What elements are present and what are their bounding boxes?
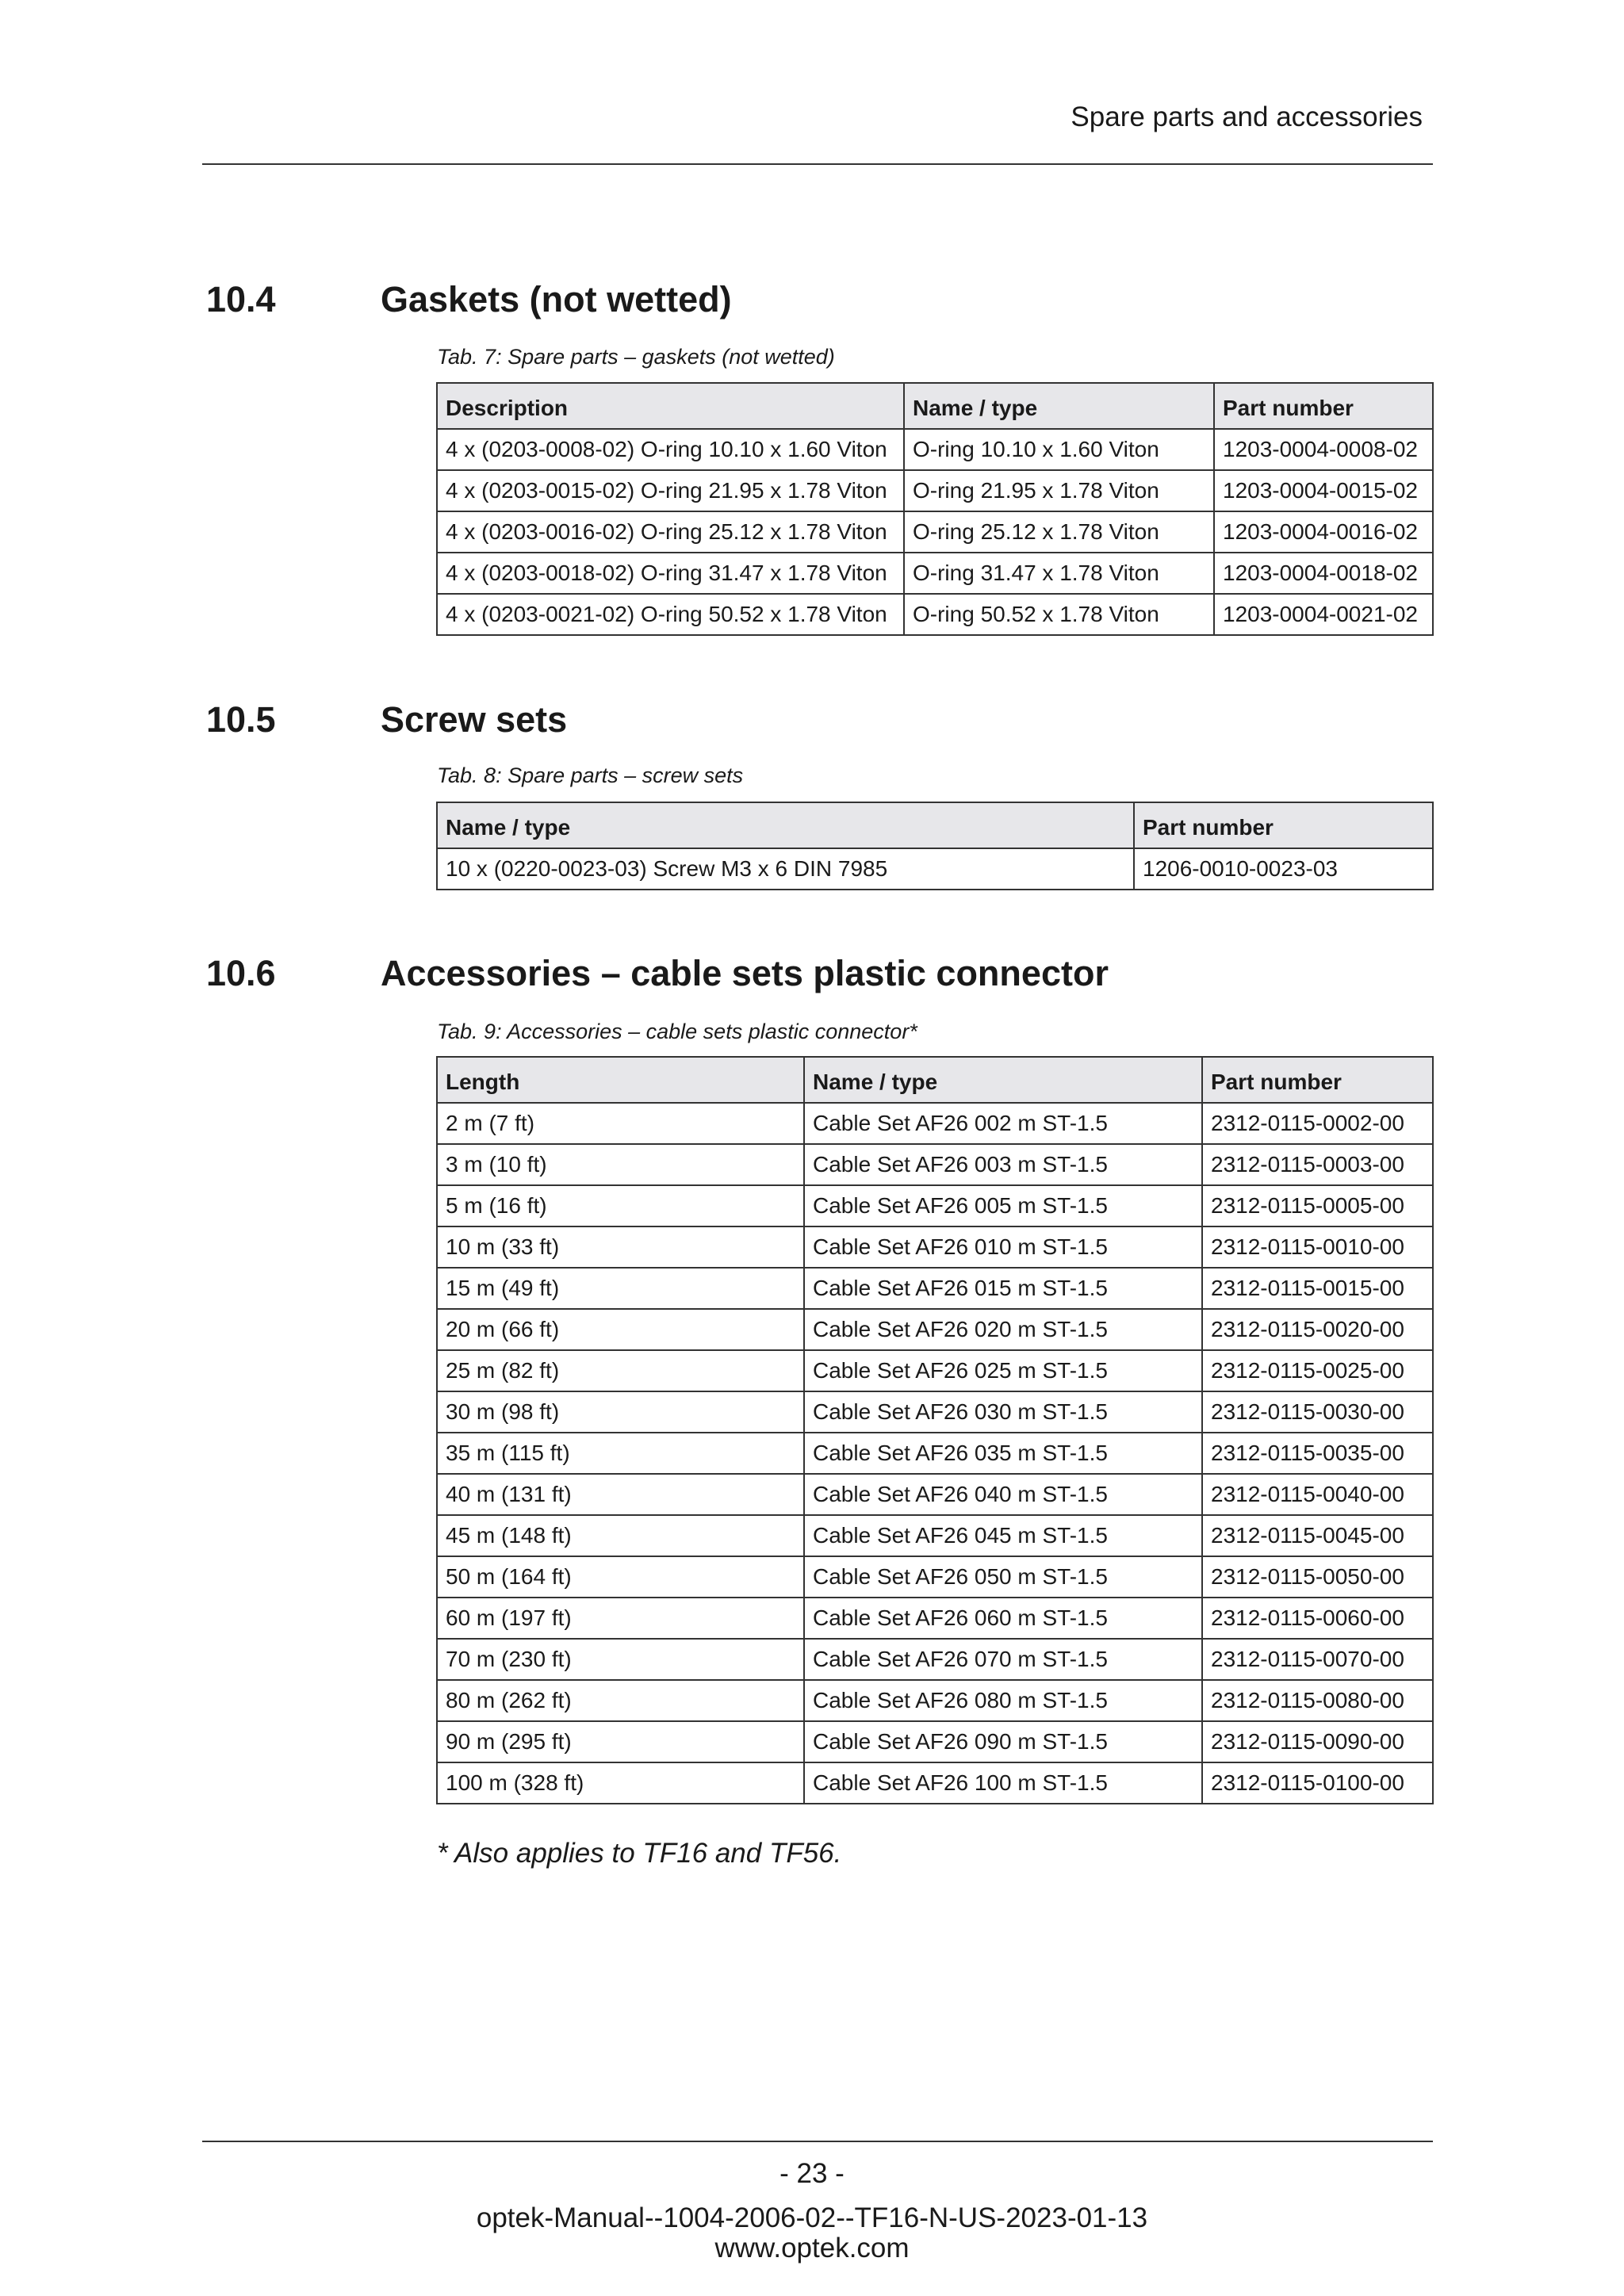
table-row <box>437 594 1433 635</box>
gaskets-table <box>436 382 1434 636</box>
table-row <box>437 1350 1433 1391</box>
table-cell: 1203-0004-0015-02 <box>1214 470 1433 511</box>
table-cell: 1203-0004-0016-02 <box>1214 511 1433 553</box>
table-cell: 2312-0115-0010-00 <box>1202 1226 1433 1268</box>
table-cell: 4 x (0203-0016-02) O-ring 25.12 x 1.78 Viton <box>437 511 904 553</box>
table-cell: 50 m (164 ft) <box>437 1556 804 1598</box>
section-number: 10.5 <box>206 699 276 740</box>
table-row <box>437 1103 1433 1144</box>
table-cell: 5 m (16 ft) <box>437 1185 804 1226</box>
table-cell: 10 x (0220-0023-03) Screw M3 x 6 DIN 7985 <box>437 848 1134 890</box>
table-cell: 25 m (82 ft) <box>437 1350 804 1391</box>
table-cell: O-ring 21.95 x 1.78 Viton <box>904 470 1214 511</box>
table-row <box>437 1391 1433 1433</box>
section-title: Gaskets (not wetted) <box>381 279 732 320</box>
table-cell: 4 x (0203-0018-02) O-ring 31.47 x 1.78 Viton <box>437 553 904 594</box>
table-cell: Cable Set AF26 005 m ST-1.5 <box>804 1185 1202 1226</box>
table-cell: Cable Set AF26 003 m ST-1.5 <box>804 1144 1202 1185</box>
document-id: optek-Manual--1004-2006-02--TF16-N-US-2023-01-13 <box>476 2202 1148 2233</box>
section-number: 10.6 <box>206 953 276 993</box>
table-cell: 2312-0115-0035-00 <box>1202 1433 1433 1474</box>
running-header: Spare parts and accessories <box>1071 101 1423 132</box>
table-cell: 4 x (0203-0021-02) O-ring 50.52 x 1.78 Viton <box>437 594 904 635</box>
table-cell: 2312-0115-0045-00 <box>1202 1515 1433 1556</box>
table-cell: Cable Set AF26 025 m ST-1.5 <box>804 1350 1202 1391</box>
table-cell: 1203-0004-0018-02 <box>1214 553 1433 594</box>
table-cell: 2312-0115-0030-00 <box>1202 1391 1433 1433</box>
table-footnote: * Also applies to TF16 and TF56. <box>437 1838 842 1869</box>
table-row <box>437 470 1433 511</box>
column-header: Part number <box>1214 383 1433 429</box>
table-row <box>437 1556 1433 1598</box>
table-row <box>437 1598 1433 1639</box>
column-header: Description <box>437 383 904 429</box>
table-cell: 4 x (0203-0015-02) O-ring 21.95 x 1.78 Viton <box>437 470 904 511</box>
table-caption: Tab. 8: Spare parts – screw sets <box>437 763 744 787</box>
table-cell: 80 m (262 ft) <box>437 1680 804 1721</box>
table-cell: 2312-0115-0050-00 <box>1202 1556 1433 1598</box>
table-cell: O-ring 31.47 x 1.78 Viton <box>904 553 1214 594</box>
table-cell: 2312-0115-0080-00 <box>1202 1680 1433 1721</box>
table-row <box>437 1515 1433 1556</box>
table-cell: Cable Set AF26 002 m ST-1.5 <box>804 1103 1202 1144</box>
table-cell: 100 m (328 ft) <box>437 1762 804 1804</box>
table-cell: 2 m (7 ft) <box>437 1103 804 1144</box>
table-row <box>437 1268 1433 1309</box>
table-header-row <box>437 1057 1433 1103</box>
table-row <box>437 553 1433 594</box>
table-cell: Cable Set AF26 040 m ST-1.5 <box>804 1474 1202 1515</box>
table-cell: 2312-0115-0070-00 <box>1202 1639 1433 1680</box>
table-cell: 2312-0115-0002-00 <box>1202 1103 1433 1144</box>
table-cell: 4 x (0203-0008-02) O-ring 10.10 x 1.60 Viton <box>437 429 904 470</box>
table-cell: 2312-0115-0100-00 <box>1202 1762 1433 1804</box>
table-row <box>437 1721 1433 1762</box>
table-cell: 20 m (66 ft) <box>437 1309 804 1350</box>
table-cell: Cable Set AF26 070 m ST-1.5 <box>804 1639 1202 1680</box>
table-cell: 35 m (115 ft) <box>437 1433 804 1474</box>
page-number: - 23 - <box>779 2158 845 2189</box>
table-row <box>437 1226 1433 1268</box>
table-cell: 1206-0010-0023-03 <box>1134 848 1433 890</box>
column-header: Part number <box>1202 1057 1433 1103</box>
table-cell: Cable Set AF26 080 m ST-1.5 <box>804 1680 1202 1721</box>
table-row <box>437 1474 1433 1515</box>
table-header-row <box>437 383 1433 429</box>
table-row <box>437 1309 1433 1350</box>
header-rule <box>202 163 1433 165</box>
table-cell: O-ring 10.10 x 1.60 Viton <box>904 429 1214 470</box>
table-cell: Cable Set AF26 060 m ST-1.5 <box>804 1598 1202 1639</box>
column-header: Part number <box>1134 802 1433 848</box>
table-cell: 45 m (148 ft) <box>437 1515 804 1556</box>
table-cell: 15 m (49 ft) <box>437 1268 804 1309</box>
table-cell: 30 m (98 ft) <box>437 1391 804 1433</box>
table-cell: Cable Set AF26 020 m ST-1.5 <box>804 1309 1202 1350</box>
table-cell: Cable Set AF26 015 m ST-1.5 <box>804 1268 1202 1309</box>
column-header: Length <box>437 1057 804 1103</box>
table-row <box>437 429 1433 470</box>
section-title: Screw sets <box>381 699 568 740</box>
table-cell: 2312-0115-0090-00 <box>1202 1721 1433 1762</box>
table-cell: Cable Set AF26 045 m ST-1.5 <box>804 1515 1202 1556</box>
column-header: Name / type <box>804 1057 1202 1103</box>
table-cell: 2312-0115-0015-00 <box>1202 1268 1433 1309</box>
table-caption: Tab. 9: Accessories – cable sets plastic connector* <box>437 1020 917 1043</box>
table-cell: 2312-0115-0005-00 <box>1202 1185 1433 1226</box>
table-header-row <box>437 802 1433 848</box>
table-cell: O-ring 50.52 x 1.78 Viton <box>904 594 1214 635</box>
table-cell: Cable Set AF26 100 m ST-1.5 <box>804 1762 1202 1804</box>
table-cell: 3 m (10 ft) <box>437 1144 804 1185</box>
table-row <box>437 1144 1433 1185</box>
website-link[interactable]: www.optek.com <box>714 2233 910 2263</box>
table-row <box>437 1639 1433 1680</box>
cable-sets-table <box>436 1056 1434 1804</box>
table-cell: Cable Set AF26 010 m ST-1.5 <box>804 1226 1202 1268</box>
table-cell: 2312-0115-0060-00 <box>1202 1598 1433 1639</box>
table-cell: 10 m (33 ft) <box>437 1226 804 1268</box>
table-cell: 1203-0004-0021-02 <box>1214 594 1433 635</box>
column-header: Name / type <box>904 383 1214 429</box>
table-cell: Cable Set AF26 050 m ST-1.5 <box>804 1556 1202 1598</box>
screw-sets-table <box>436 802 1434 890</box>
table-row <box>437 1762 1433 1804</box>
table-caption: Tab. 7: Spare parts – gaskets (not wetted) <box>437 345 835 369</box>
table-cell: 2312-0115-0025-00 <box>1202 1350 1433 1391</box>
table-cell: Cable Set AF26 035 m ST-1.5 <box>804 1433 1202 1474</box>
table-cell: 70 m (230 ft) <box>437 1639 804 1680</box>
table-row <box>437 1433 1433 1474</box>
table-row <box>437 1680 1433 1721</box>
table-cell: O-ring 25.12 x 1.78 Viton <box>904 511 1214 553</box>
table-cell: 1203-0004-0008-02 <box>1214 429 1433 470</box>
table-cell: 40 m (131 ft) <box>437 1474 804 1515</box>
table-cell: 2312-0115-0003-00 <box>1202 1144 1433 1185</box>
column-header: Name / type <box>437 802 1134 848</box>
table-row <box>437 1185 1433 1226</box>
table-cell: Cable Set AF26 030 m ST-1.5 <box>804 1391 1202 1433</box>
section-title: Accessories – cable sets plastic connector <box>381 953 1109 993</box>
table-cell: 90 m (295 ft) <box>437 1721 804 1762</box>
table-cell: 2312-0115-0020-00 <box>1202 1309 1433 1350</box>
table-row <box>437 848 1433 890</box>
footer-rule <box>202 2141 1433 2142</box>
table-cell: 2312-0115-0040-00 <box>1202 1474 1433 1515</box>
table-row <box>437 511 1433 553</box>
table-cell: Cable Set AF26 090 m ST-1.5 <box>804 1721 1202 1762</box>
table-cell: 60 m (197 ft) <box>437 1598 804 1639</box>
section-number: 10.4 <box>206 279 276 320</box>
